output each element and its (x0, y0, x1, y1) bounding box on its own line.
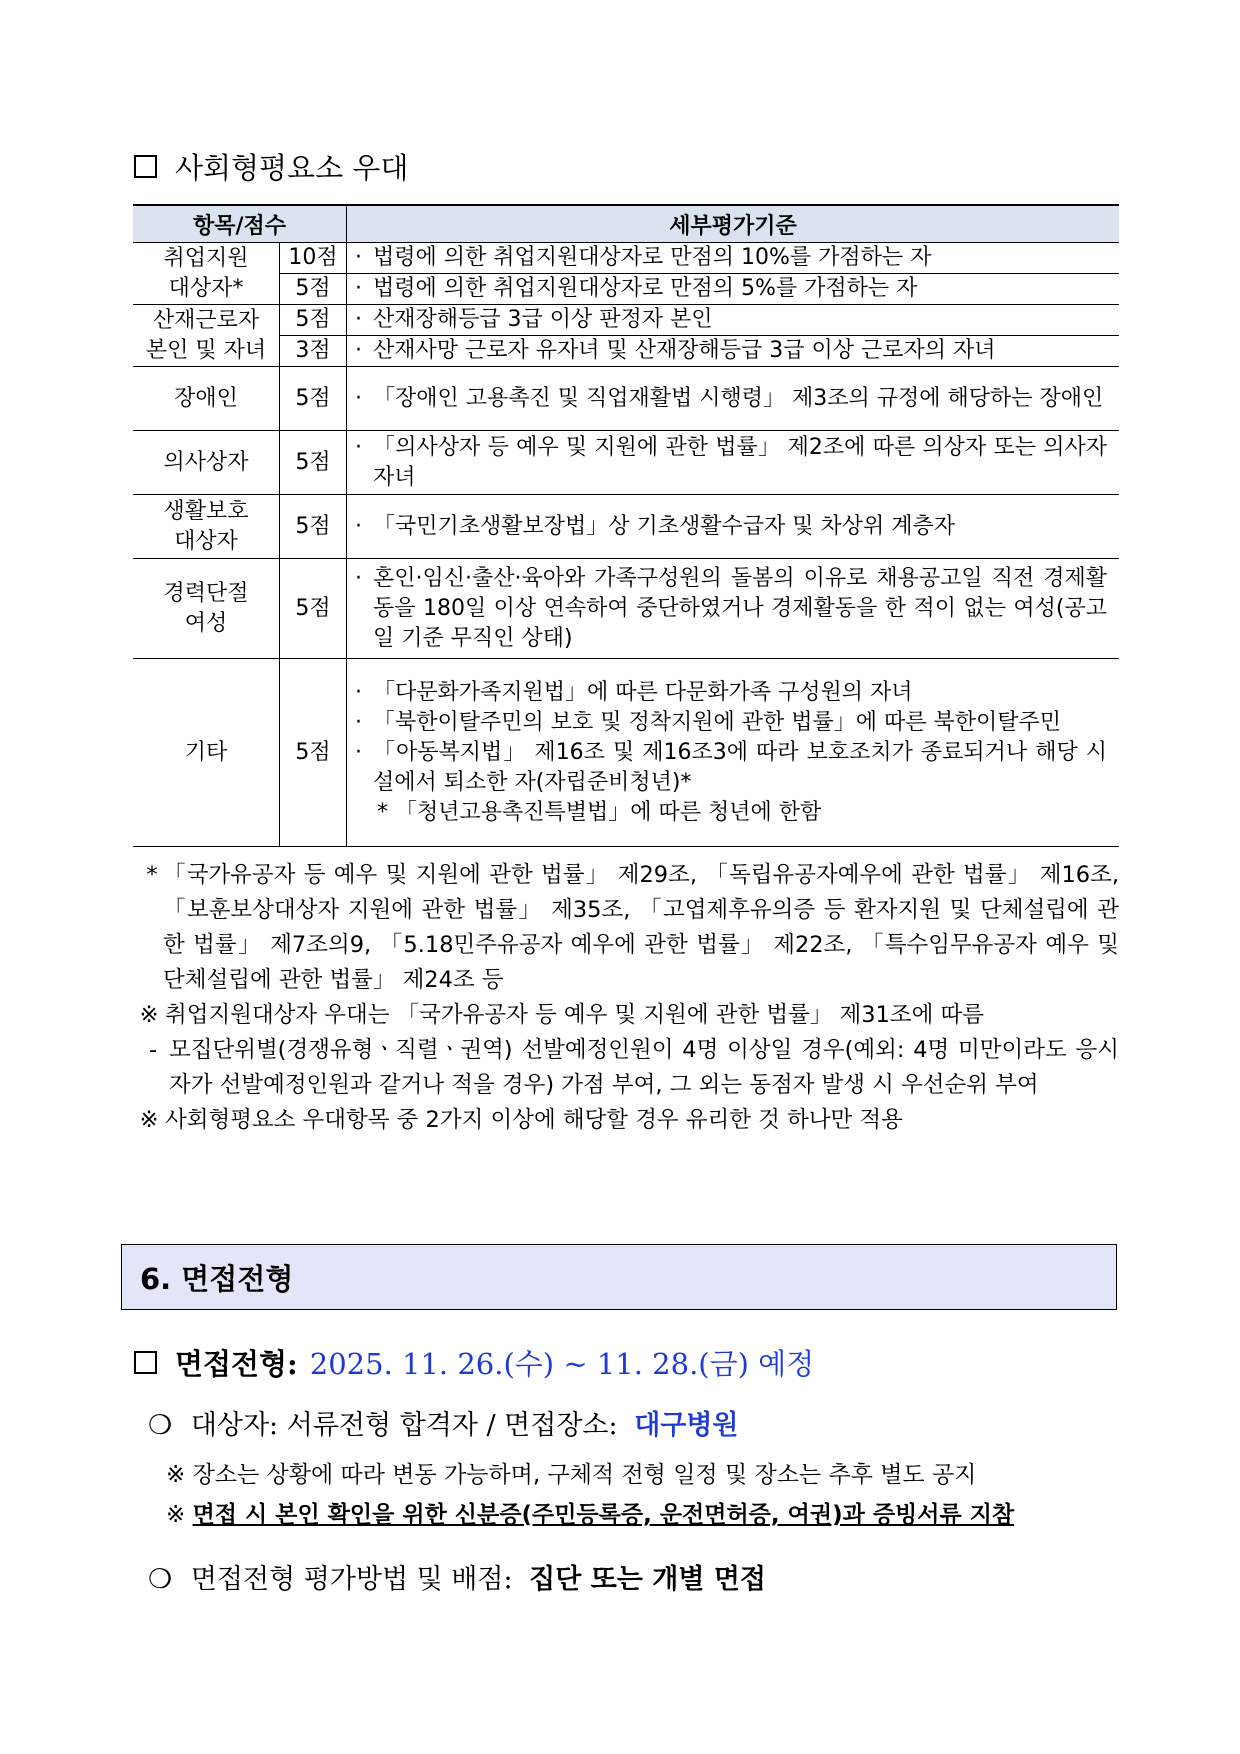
row-criteria: · 「국민기초생활보장법」상 기초생활수급자 및 차상위 계층자 (347, 495, 1120, 559)
row-criteria: · 「장애인 고용촉진 및 직업재활법 시행령」 제3조의 규정에 해당하는 장애인 (347, 367, 1120, 431)
table-header-row (133, 205, 1119, 243)
row-item: 경력단절 여성 (133, 559, 280, 659)
row-item: 의사상자 (133, 431, 280, 495)
section-title: 사회형평요소 우대 (134, 146, 408, 187)
criteria-footnote: * 「청년고용촉진특별법」에 따른 청년에 한함 (377, 799, 822, 825)
row-criteria (347, 659, 1120, 847)
checkbox-square-icon (134, 1351, 157, 1374)
row-item: 생활보호 대상자 (133, 495, 280, 559)
row-score: 5점 (280, 367, 347, 431)
header-criteria: 세부평가기준 (347, 205, 1120, 243)
header-item-score: 항목/점수 (133, 205, 347, 243)
list-item: · 「북한이탈주민의 보호 및 정착지원에 관한 법률」에 따른 북한이탈주민 (355, 709, 1062, 735)
table-row (133, 336, 1119, 367)
checkbox-square-icon (134, 155, 157, 178)
note: ※ 취업지원대상자 우대는 「국가유공자 등 예우 및 지원에 관한 법률」 제31조에 따름 (139, 1002, 984, 1028)
criteria-table (133, 204, 1119, 847)
section-6-header: 6. 면접전형 (121, 1244, 1117, 1310)
list-item: · 「아동복지법」 제16조 및 제16조3에 따라 보호조치가 종료되거나 해당 시설에서 퇴소한 자(자립준비청년)* (355, 739, 1107, 795)
row-criteria: · 혼인·임신·출산·육아와 가족구성원의 돌봄의 이유로 채용공고일 직전 경제활동을 180일 이상 연속하여 중단하였거나 경제활동을 한 적이 없는 여성(공고일 기준 무직인 상태) (347, 559, 1120, 659)
row-item: 기타 (133, 659, 280, 847)
row-criteria: · 법령에 의한 취업지원대상자로 만점의 10%를 가점하는 자 (347, 243, 1120, 274)
row-item: 장애인 (133, 367, 280, 431)
interview-schedule: 면접전형: 2025. 11. 26.(수) ~ 11. 28.(금) 예정 (134, 1342, 814, 1383)
row-criteria: · 산재사망 근로자 유자녀 및 산재장해등급 3급 이상 근로자의 자녀 (347, 336, 1120, 367)
row-score: 5점 (280, 305, 347, 336)
table-row (133, 559, 1119, 659)
table-row (133, 659, 1119, 847)
table-row (133, 495, 1119, 559)
note: ※ 사회형평요소 우대항목 중 2가지 이상에 해당할 경우 유리한 것 하나만 적용 (139, 1107, 903, 1133)
row-criteria: · 산재장해등급 3급 이상 판정자 본인 (347, 305, 1120, 336)
footnote: * 「국가유공자 등 예우 및 지원에 관한 법률」 제29조, 「독립유공자예우에 관한 법률」 제16조, 「보훈보상대상자 지원에 관한 법률」 제35조, 「고엽제후유의증 등 환자지원 및 단체설립에 관한 법률」 제7조의9, 「5.18민주유공자 예우에 관한 법률」 제22조, 「특수임무유공자 예우 및 단체설립에 관한 법률」 제24조 등 (146, 862, 1119, 993)
row-score: 5점 (280, 431, 347, 495)
row-criteria: · 법령에 의한 취업지원대상자로 만점의 5%를 가점하는 자 (347, 274, 1120, 305)
row-score: 3점 (280, 336, 347, 367)
table-row (133, 431, 1119, 495)
circle-bullet-icon: ❍ (148, 1410, 173, 1441)
interview-method: ❍ 면접전형 평가방법 및 배점: 집단 또는 개별 면접 (148, 1564, 767, 1595)
table-row (133, 367, 1119, 431)
row-criteria: · 「의사상자 등 예우 및 지원에 관한 법률」 제2조에 따른 의상자 또는 의사자 자녀 (347, 431, 1120, 495)
table-row (133, 305, 1119, 336)
list-item: · 「다문화가족지원법」에 따른 다문화가족 구성원의 자녀 (355, 679, 913, 705)
row-score: 5점 (280, 274, 347, 305)
row-score: 5점 (280, 659, 347, 847)
table-row (133, 274, 1119, 305)
row-item: 산재근로자 본인 및 자녀 (133, 305, 280, 367)
row-item: 취업지원 대상자* (133, 243, 280, 305)
row-score: 10점 (280, 243, 347, 274)
interview-target: ❍ 대상자: 서류전형 합격자 / 면접장소: 대구병원 (148, 1410, 739, 1441)
row-score: 5점 (280, 495, 347, 559)
row-score: 5점 (280, 559, 347, 659)
interview-id-note: ※ 면접 시 본인 확인을 위한 신분증(주민등록증, 운전면허증, 여권)과 증빙서류 지참 (166, 1502, 1015, 1528)
circle-bullet-icon: ❍ (148, 1564, 173, 1595)
note-sub: - 모집단위별(경쟁유형ㆍ직렬ㆍ권역) 선발예정인원이 4명 이상일 경우(예외: 4명 미만이라도 응시자가 선발예정인원과 같거나 적을 경우) 가점 부여, 그 외는 동점자 발생 시 우선순위 부여 (148, 1037, 1119, 1098)
notes-block (133, 858, 1119, 1138)
interview-note: ※ 장소는 상황에 따라 변동 가능하며, 구체적 전형 일정 및 장소는 추후 별도 공지 (166, 1462, 977, 1488)
table-row (133, 243, 1119, 274)
